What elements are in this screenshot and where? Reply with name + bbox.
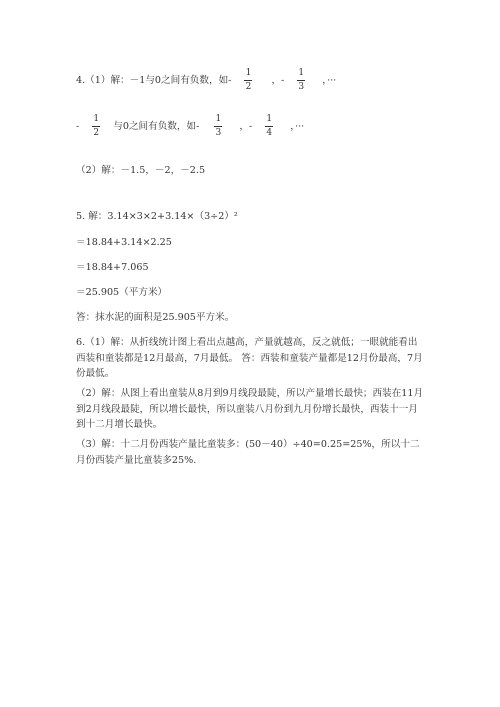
q4-line-1	[76, 68, 336, 93]
q4-line-1-tail: ，···	[322, 75, 337, 86]
fraction-denominator: 2	[245, 82, 252, 92]
fraction-bar	[214, 126, 222, 127]
fraction-one-third	[214, 114, 222, 139]
fraction-one-half	[92, 114, 100, 139]
fraction-denominator: 2	[93, 128, 100, 138]
fraction-bar	[244, 80, 252, 81]
q5-line-3: ＝18.84+7.065	[76, 262, 149, 273]
q4-part-2: （2）解：－1.5，－2，－2.5	[76, 165, 206, 176]
q5-answer: 答：抹水泥的面积是25.905平方米。	[76, 312, 235, 323]
fraction-denominator: 4	[266, 128, 273, 138]
q4-line-2-text: 与0之间有负数，如-	[113, 121, 200, 132]
fraction-numerator: 1	[245, 68, 252, 78]
fraction-one-half	[244, 68, 252, 93]
q6-part-1: 6.（1）解：从折线统计图上看出点越高，产量就越高，反之就低；一眼就能看出西装和童装都是12月最高，7月最低。 答：西装和童装产量都是12月份最高，7月份最低。	[76, 337, 423, 379]
fraction-denominator: 3	[298, 82, 305, 92]
fraction-bar	[92, 126, 100, 127]
fraction-one-quarter	[265, 114, 273, 139]
q4-line-2	[76, 114, 304, 139]
q5-line-4: ＝25.905（平方米）	[76, 287, 168, 298]
q6-part-2: （2）解：从图上看出童装从8月到9月线段最陡，所以产量增长最快；西装在11月到2月线段最陡，所以增长最快，所以童装八月份到九月份增长最快，西装十一月到十二月增长最快。	[76, 388, 424, 430]
fraction-numerator: 1	[298, 68, 305, 78]
fraction-numerator: 1	[215, 114, 222, 124]
q6-part-3: （3）解：十二月份西装产量比童装多：(50－40）÷40=0.25=25%，所以十二月份西装产量比童装多25%.	[76, 439, 420, 466]
q4-line-1-text: 4.（1）解：－1与0之间有负数，如-	[76, 75, 232, 86]
q4-line-1-separator: ，-	[271, 75, 285, 86]
fraction-numerator: 1	[93, 114, 100, 124]
fraction-denominator: 3	[215, 128, 222, 138]
q5-line-2: ＝18.84+3.14×2.25	[76, 237, 172, 248]
q4-line-2-minus: -	[76, 121, 80, 132]
fraction-bar	[297, 80, 305, 81]
fraction-one-third	[297, 68, 305, 93]
q5-line-1: 5. 解：3.14×3×2+3.14×（3÷2）²	[76, 211, 238, 222]
fraction-bar	[265, 126, 273, 127]
q4-line-2-tail: ，···	[290, 121, 305, 132]
fraction-numerator: 1	[266, 114, 273, 124]
q4-line-2-separator: ，-	[239, 121, 253, 132]
